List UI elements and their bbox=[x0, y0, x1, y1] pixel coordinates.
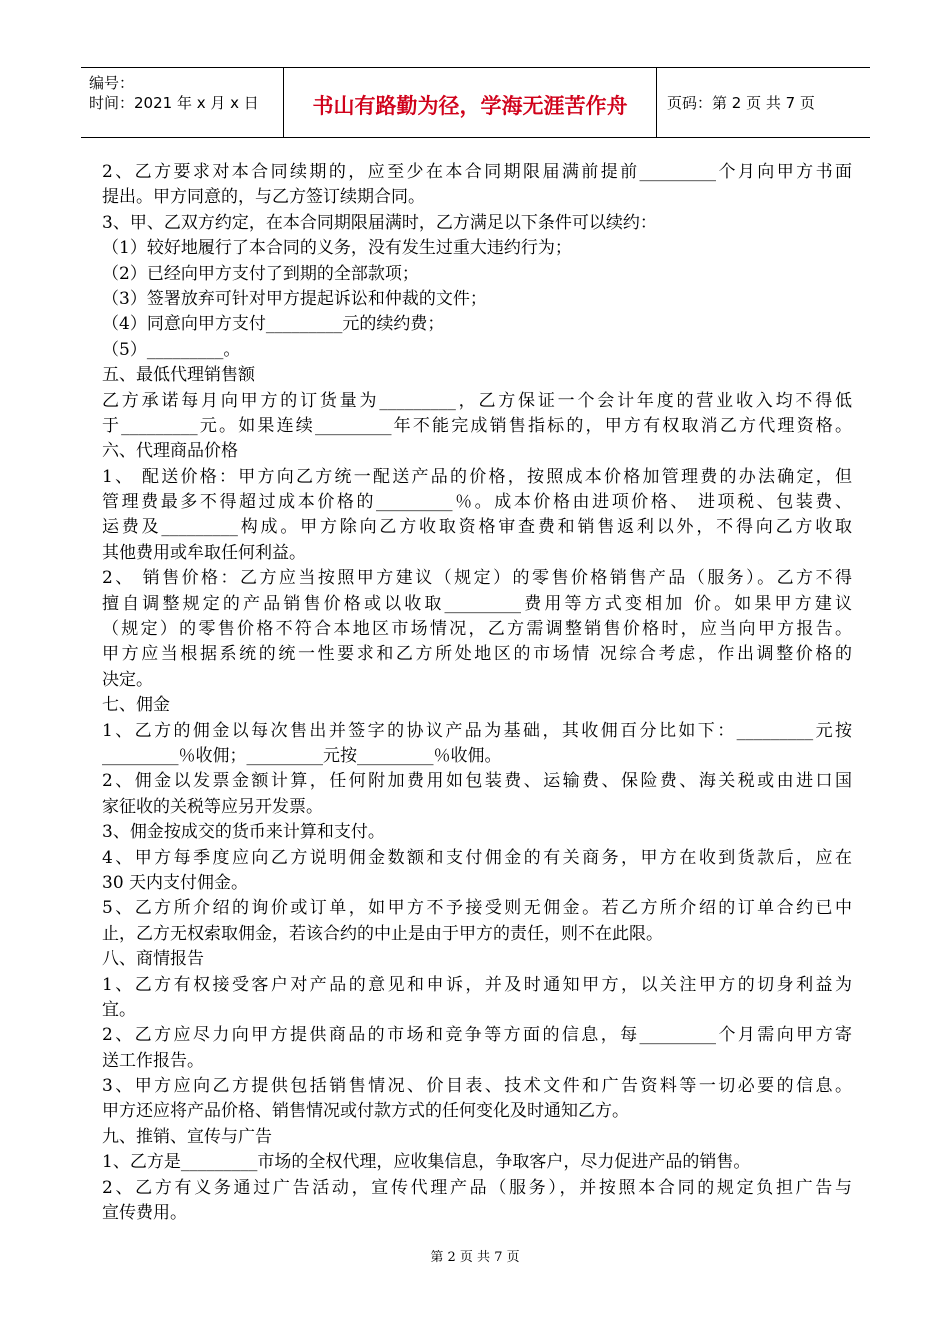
body-line: （4）同意向甲方支付_________元的续约费； bbox=[102, 314, 445, 335]
body-line: 2、 销售价格：乙方应当按照甲方建议（规定）的零售价格销售产品（服务）。乙方不得 bbox=[102, 568, 852, 589]
body-line: 止，乙方无权索取佣金，若该合约的中止是由于甲方的责任，则不在此限。 bbox=[102, 923, 663, 944]
body-line: 4、甲方每季度应向乙方说明佣金数额和支付佣金的有关商务，甲方在收到货款后，应在 bbox=[102, 847, 852, 868]
header-motto: 书山有路勤为径，学海无涯苦作舟 bbox=[312, 94, 628, 118]
body-line: 3、甲、乙双方约定，在本合同期限届满时，乙方满足以下条件可以续约： bbox=[102, 212, 657, 233]
body-line: 七、佣金 bbox=[102, 695, 170, 716]
body-line: 管理费最多不得超过成本价格的_________％。成本价格由进项价格、 进项税、包装费、 bbox=[102, 492, 852, 513]
body-line: 2、乙方有义务通过广告活动，宣传代理产品（服务），并按照本合同的规定负担广告与 bbox=[102, 1177, 852, 1198]
body-line: 1、 配送价格：甲方向乙方统一配送产品的价格，按照成本价格加管理费的办法确定，但 bbox=[102, 466, 852, 487]
body-line: 运费及_________构成。甲方除向乙方收取资格审查费和销售返利以外，不得向乙方收取 bbox=[102, 517, 852, 538]
body-line: 六、代理商品价格 bbox=[102, 441, 238, 462]
body-line: 于_________元。如果连续_________年不能完成销售指标的，甲方有权取消乙方代理资格。 bbox=[102, 415, 852, 436]
body-line: 宣传费用。 bbox=[102, 1203, 187, 1224]
page-header bbox=[81, 67, 870, 138]
body-line: _________％收佣；_________元按_________％收佣。 bbox=[102, 745, 502, 766]
body-line: 决定。 bbox=[102, 669, 153, 690]
page-footer: 第 2 页 共 7 页 bbox=[430, 1250, 520, 1265]
body-line: 2、乙方要求对本合同续期的，应至少在本合同期限届满前提前_________个月向甲方书面 bbox=[102, 162, 852, 182]
body-line: 五、最低代理销售额 bbox=[102, 365, 255, 386]
header-info-cell bbox=[81, 68, 284, 137]
body-line: 其他费用或牟取任何利益。 bbox=[102, 542, 306, 563]
body-line: 2、佣金以发票金额计算，任何附加费用如包装费、运输费、保险费、海关税或由进口国 bbox=[102, 771, 852, 792]
body-line: （3）签署放弃可针对甲方提起诉讼和仲裁的文件； bbox=[102, 288, 487, 309]
body-line: 1、乙方有权接受客户对产品的意见和申诉，并及时通知甲方，以关注甲方的切身利益为 bbox=[102, 974, 852, 995]
body-line: 宜。 bbox=[102, 999, 136, 1020]
body-line: （2）已经向甲方支付了到期的全部款项； bbox=[102, 263, 419, 284]
body-line: 甲方应当根据系统的统一性要求和乙方所处地区的市场情 况综合考虑，作出调整价格的 bbox=[102, 644, 852, 665]
body-line: 提出。甲方同意的，与乙方签订续期合同。 bbox=[102, 187, 425, 208]
body-line: 5、乙方所介绍的询价或订单，如甲方不予接受则无佣金。若乙方所介绍的订单合约已中 bbox=[102, 898, 852, 919]
document-number-label: 编号： bbox=[89, 74, 135, 92]
body-line: 2、乙方应尽力向甲方提供商品的市场和竞争等方面的信息，每_________个月需向甲方寄 bbox=[102, 1025, 852, 1046]
body-line: 乙方承诺每月向甲方的订货量为_________，乙方保证一个会计年度的营业收入均不得低 bbox=[102, 390, 852, 411]
body-line: 家征收的关税等应另开发票。 bbox=[102, 796, 323, 817]
body-line: （5）_________。 bbox=[102, 339, 241, 360]
header-motto-cell bbox=[284, 68, 657, 137]
body-line: 送工作报告。 bbox=[102, 1050, 204, 1071]
header-page-info: 页码：第 2 页 共 7 页 bbox=[667, 94, 815, 112]
body-line: 甲方还应将产品价格、销售情况或付款方式的任何变化及时通知乙方。 bbox=[102, 1101, 629, 1122]
document-date-label: 时间：2021 年 x 月 x 日 bbox=[89, 94, 259, 112]
body-line: 1、乙方是_________市场的全权代理，应收集信息，争取客户，尽力促进产品的销售。 bbox=[102, 1152, 751, 1173]
body-line: 3、佣金按成交的货币来计算和支付。 bbox=[102, 822, 385, 843]
contract-body bbox=[102, 160, 852, 1226]
body-line: 1、乙方的佣金以每次售出并签字的协议产品为基础，其收佣百分比如下：_________元按 bbox=[102, 720, 852, 741]
body-line: 八、商情报告 bbox=[102, 949, 204, 970]
body-line: 九、推销、宣传与广告 bbox=[102, 1126, 272, 1147]
header-page-cell bbox=[657, 68, 870, 137]
body-line: （规定）的零售价格不符合本地区市场情况，乙方需调整销售价格时，应当向甲方报告。 bbox=[102, 619, 852, 640]
body-line: （1）较好地履行了本合同的义务，没有发生过重大违约行为； bbox=[102, 238, 572, 259]
body-line: 30 天内支付佣金。 bbox=[102, 872, 249, 893]
body-line: 擅自调整规定的产品销售价格或以收取_________费用等方式变相加 价。如果甲方建议 bbox=[102, 593, 852, 614]
body-line: 3、甲方应向乙方提供包括销售情况、价目表、技术文件和广告资料等一切必要的信息。 bbox=[102, 1076, 852, 1097]
